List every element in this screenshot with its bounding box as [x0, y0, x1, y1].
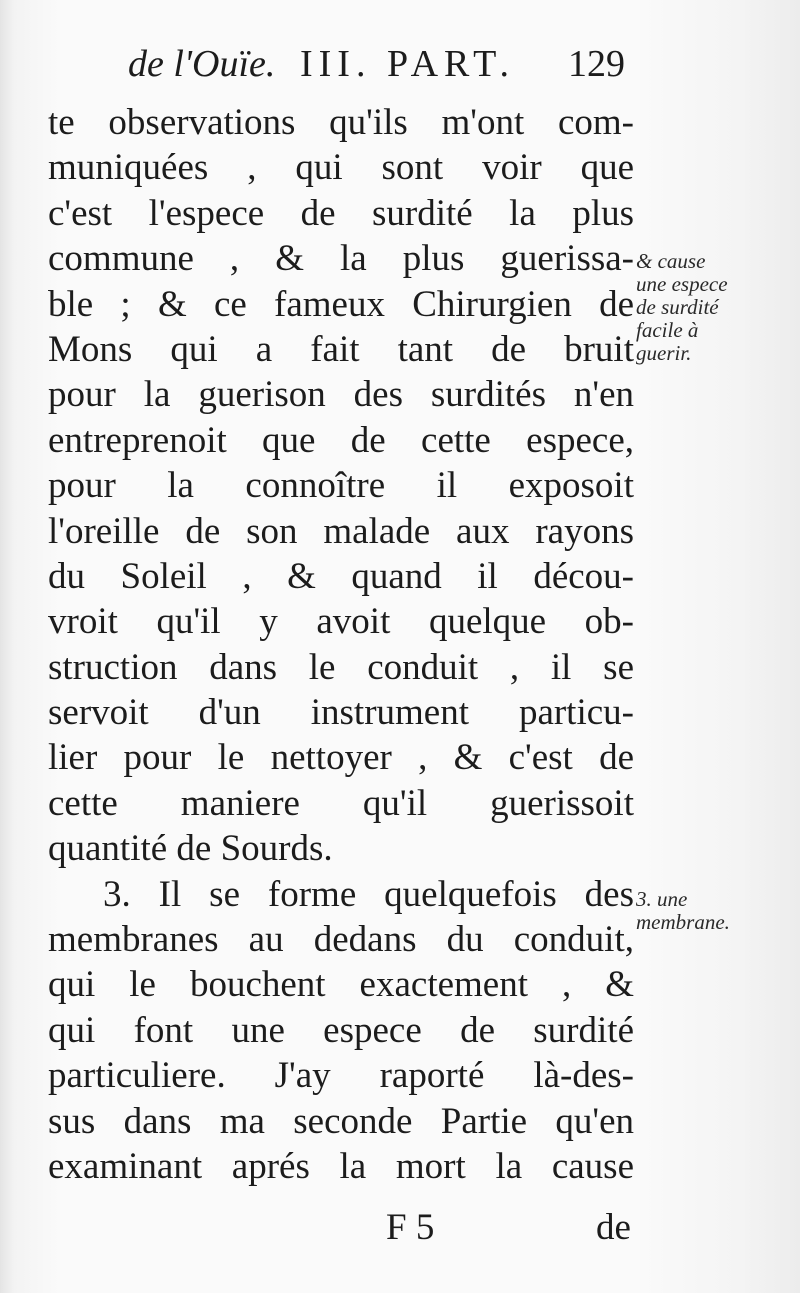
marginal-note-line: guerir.	[636, 341, 692, 365]
text-line: du Soleil , & quand il décou-	[48, 555, 634, 597]
page-number: 129	[568, 43, 625, 85]
text-line: pour la connoître il exposoit	[48, 465, 634, 507]
text-line: servoit d'un instrument particu-	[48, 692, 634, 734]
marginal-note-line: de surdité	[636, 295, 719, 319]
text-line: 3. Il se forme quelquefois des	[103, 873, 634, 915]
marginal-note-line: 3. une	[636, 887, 688, 911]
running-header	[118, 34, 658, 98]
running-title: de l'Ouïe.	[128, 43, 276, 85]
text-line: membranes au dedans du conduit,	[48, 919, 634, 961]
text-line: pour la guerison des surdités n'en	[48, 374, 634, 416]
body-text	[48, 100, 634, 1189]
text-line: cette maniere qu'il guerissoit	[48, 782, 634, 824]
text-line: entreprenoit que de cette espece,	[48, 419, 634, 461]
marginal-note-line: & cause	[636, 249, 706, 273]
text-line: ble ; & ce fameux Chirurgien de	[48, 283, 634, 325]
page-footer	[0, 1200, 800, 1256]
text-line: commune , & la plus guerissa-	[48, 238, 634, 280]
marginal-note-line: facile à	[636, 318, 699, 342]
text-line: particuliere. J'ay raporté là-des-	[48, 1055, 634, 1097]
text-line: qui font une espece de surdité	[48, 1009, 634, 1051]
text-line: l'oreille de son malade aux rayons	[48, 510, 634, 552]
text-line: examinant aprés la mort la cause	[48, 1145, 634, 1187]
text-line: sus dans ma seconde Partie qu'en	[48, 1100, 634, 1142]
marginal-note-line: une espece	[636, 272, 728, 296]
text-line: c'est l'espece de surdité la plus	[48, 192, 634, 234]
text-line: struction dans le conduit , il se	[48, 646, 634, 688]
text-line: vroit qu'il y avoit quelque ob-	[48, 601, 634, 643]
catchword: de	[596, 1207, 631, 1248]
part-label: III. PART.	[300, 43, 516, 85]
text-line: muniquées , qui sont voir que	[48, 147, 634, 189]
text-line: qui le bouchent exactement , &	[48, 964, 634, 1006]
marginal-note-line: membrane.	[636, 910, 730, 934]
text-line: quantité de Sourds.	[48, 828, 333, 870]
text-line: Mons qui a fait tant de bruit	[48, 328, 634, 370]
text-line: lier pour le nettoyer , & c'est de	[48, 737, 634, 779]
signature-mark: F 5	[386, 1207, 435, 1248]
marginal-note	[636, 250, 796, 365]
text-line: te observations qu'ils m'ont com-	[48, 102, 634, 143]
marginal-note	[636, 888, 796, 934]
